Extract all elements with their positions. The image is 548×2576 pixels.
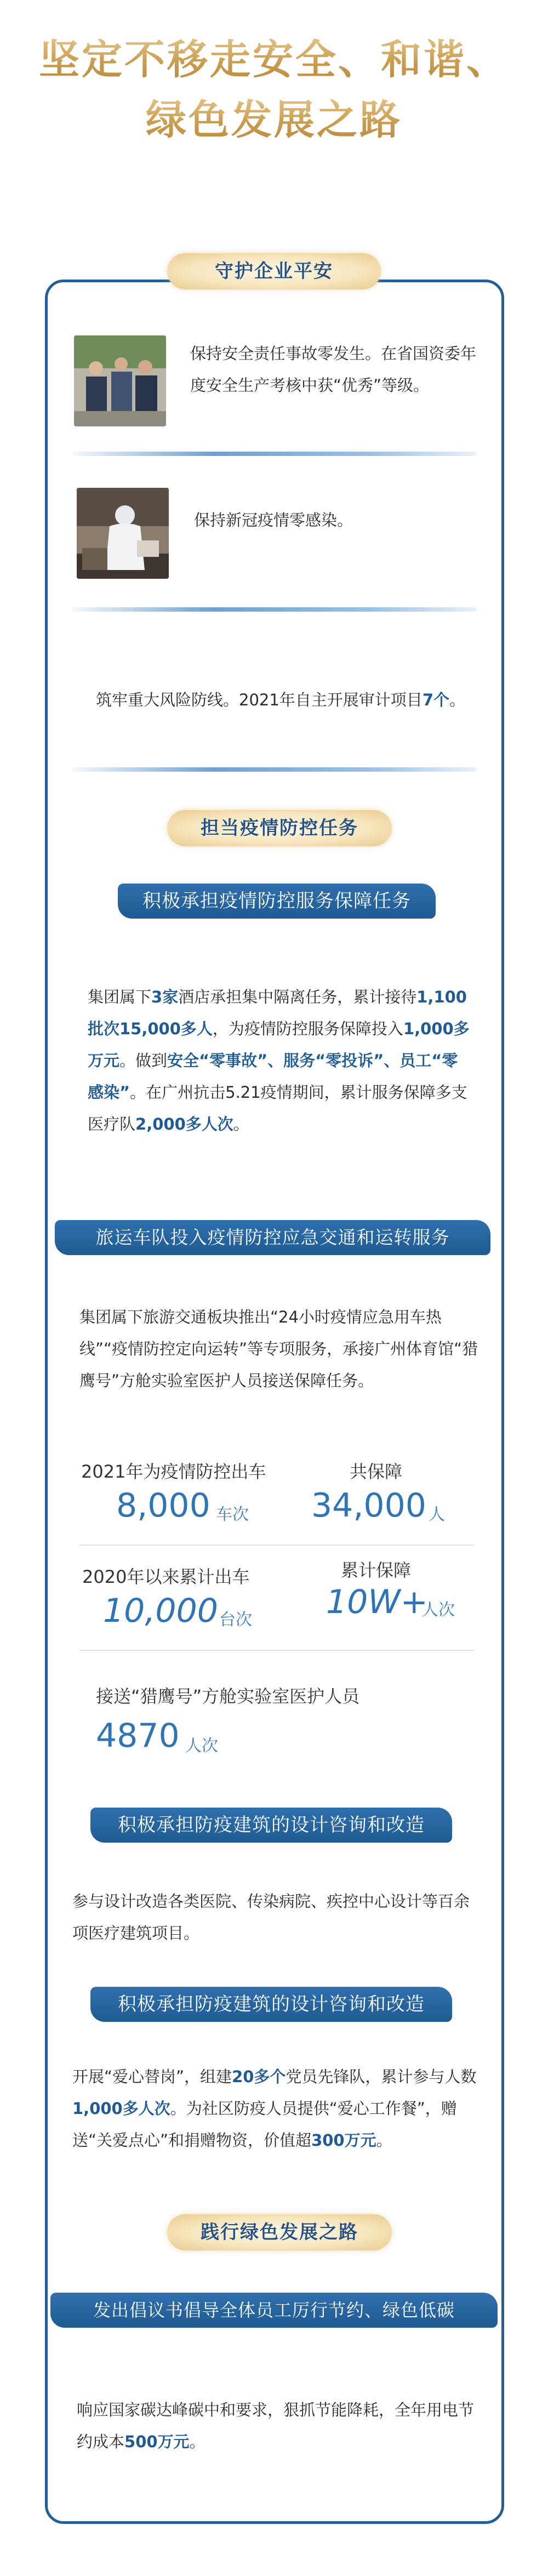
stat-value-2021-trips: 8,000 [116, 1486, 210, 1525]
banner-transport-service: 旅运车队投入疫情防控应急交通和运转服务 [55, 1220, 490, 1255]
section-heading-safety: 守护企业平安 [167, 253, 381, 289]
transport-service-paragraph: 集团属下旅游交通板块推出“24小时疫情应急用车热线”“疫情防控定向运转”等专项服务，承接广州体育馆“猎鹰号”方舱实验室医护人员接送保障任务。 [79, 1308, 478, 1390]
audit-count: 7个 [422, 691, 449, 709]
epidemic-service-paragraph [88, 981, 471, 1140]
building-design-paragraph: 参与设计改造各类医院、传染病院、疾控中心设计等百余项医疗建筑项目。 [72, 1892, 470, 1942]
covid-zero-infection-text: 保持新冠疫情零感染。 [194, 511, 353, 529]
stat-unit-served-total: 人次 [422, 1600, 455, 1620]
banner-building-design-2: 积极承担防疫建筑的设计咨询和改造 [90, 1987, 452, 2022]
banner-building-design-1: 积极承担防疫建筑的设计咨询和改造 [90, 1808, 452, 1843]
energy-saving-paragraph [77, 2394, 482, 2458]
text-run: 。 [376, 2131, 392, 2150]
stat-divider [79, 1545, 474, 1546]
highlight-run: 20多个 [232, 2067, 286, 2086]
stat-label-2021-trips: 2021年为疫情防控出车 [81, 1461, 266, 1482]
highlight-run: 1,000多万元 [88, 1019, 470, 1070]
text-run: ，为疫情防控服务保障投入 [212, 1019, 403, 1038]
text-run: 集团属下 [88, 988, 152, 1006]
text-run: 。 [189, 2432, 206, 2451]
highlight-run: 3家 [151, 988, 179, 1006]
highlight-run: 500万元 [124, 2432, 190, 2451]
risk-defense-text [96, 684, 490, 716]
risk-text-prefix: 筑牢重大风险防线。2021年自主开展审计项目 [96, 691, 423, 709]
stat-unit-since-2020-trips: 台次 [219, 1610, 252, 1629]
stat-unit-served-2021: 人 [429, 1505, 445, 1524]
banner-epidemic-service: 积极承担疫情防控服务保障任务 [118, 884, 436, 919]
text-run: 。为社区防疫人员提供“爱心工作餐”，赠送“关爱点心”和捐赠物资，价值超 [72, 2099, 457, 2150]
content-frame [45, 280, 504, 2524]
text-run: 开展“爱心替岗”，组建 [72, 2067, 232, 2086]
stat-label-since-2020-trips: 2020年以来累计出车 [82, 1566, 250, 1587]
stat-value-falcon-lab-staff: 4870 [96, 1717, 180, 1755]
stat-unit-falcon-lab-staff: 人次 [185, 1736, 218, 1756]
text-run: 酒店承担集中隔离任务，累计接待 [178, 988, 417, 1006]
stat-label-falcon-lab-staff: 接送“猎鹰号”方舱实验室医护人员 [96, 1686, 360, 1707]
volunteer-paragraph [72, 2061, 482, 2156]
highlight-run: 1,100批次15,000多人 [88, 988, 467, 1038]
stat-label-served-2021: 共保障 [350, 1461, 403, 1482]
section-heading-epidemic: 担当疫情防控任务 [167, 810, 392, 846]
highlight-run: 1,000多人次 [72, 2099, 170, 2118]
ppe-worker-photo [77, 488, 169, 579]
stat-label-served-total: 累计保障 [341, 1560, 412, 1581]
divider [72, 767, 477, 772]
divider [72, 452, 477, 456]
text-run: 党员先锋队，累计参与人数 [286, 2067, 477, 2086]
highlight-run: 300万元 [311, 2131, 376, 2150]
divider [72, 607, 477, 612]
stat-value-served-2021: 34,000 [311, 1486, 426, 1525]
page-title-line2: 绿色发展之路 [0, 93, 548, 148]
banner-green-initiative: 发出倡议书倡导全体员工厉行节约、绿色低碳 [50, 2293, 498, 2328]
text-run: 。做到 [119, 1051, 168, 1070]
text-run: 。 [233, 1115, 249, 1133]
risk-text-suffix: 。 [449, 691, 466, 709]
page-title-line1: 坚定不移走安全、和谐、 [0, 33, 548, 88]
safety-inspection-photo [74, 335, 166, 426]
safety-record-text: 保持安全责任事故零发生。在省国资委年度安全生产考核中获“优秀”等级。 [190, 344, 477, 395]
stat-value-served-total: 10W+ [326, 1583, 428, 1621]
stat-unit-2021-trips: 车次 [216, 1505, 249, 1524]
stat-divider [79, 1650, 474, 1651]
highlight-run: 安全“零事故”、服务“零投诉”、员工“零感染” [88, 1051, 458, 1102]
text-run: 。在广州抗击5.21疫情期间，累计服务保障多支医疗队 [88, 1083, 467, 1133]
text-run: 响应国家碳达峰碳中和要求，狠抓节能降耗，全年用电节约成本 [77, 2401, 475, 2451]
highlight-run: 2,000多人次 [135, 1115, 233, 1133]
stat-value-since-2020-trips: 10,000 [103, 1592, 218, 1630]
section-heading-green: 践行绿色发展之路 [167, 2214, 392, 2250]
